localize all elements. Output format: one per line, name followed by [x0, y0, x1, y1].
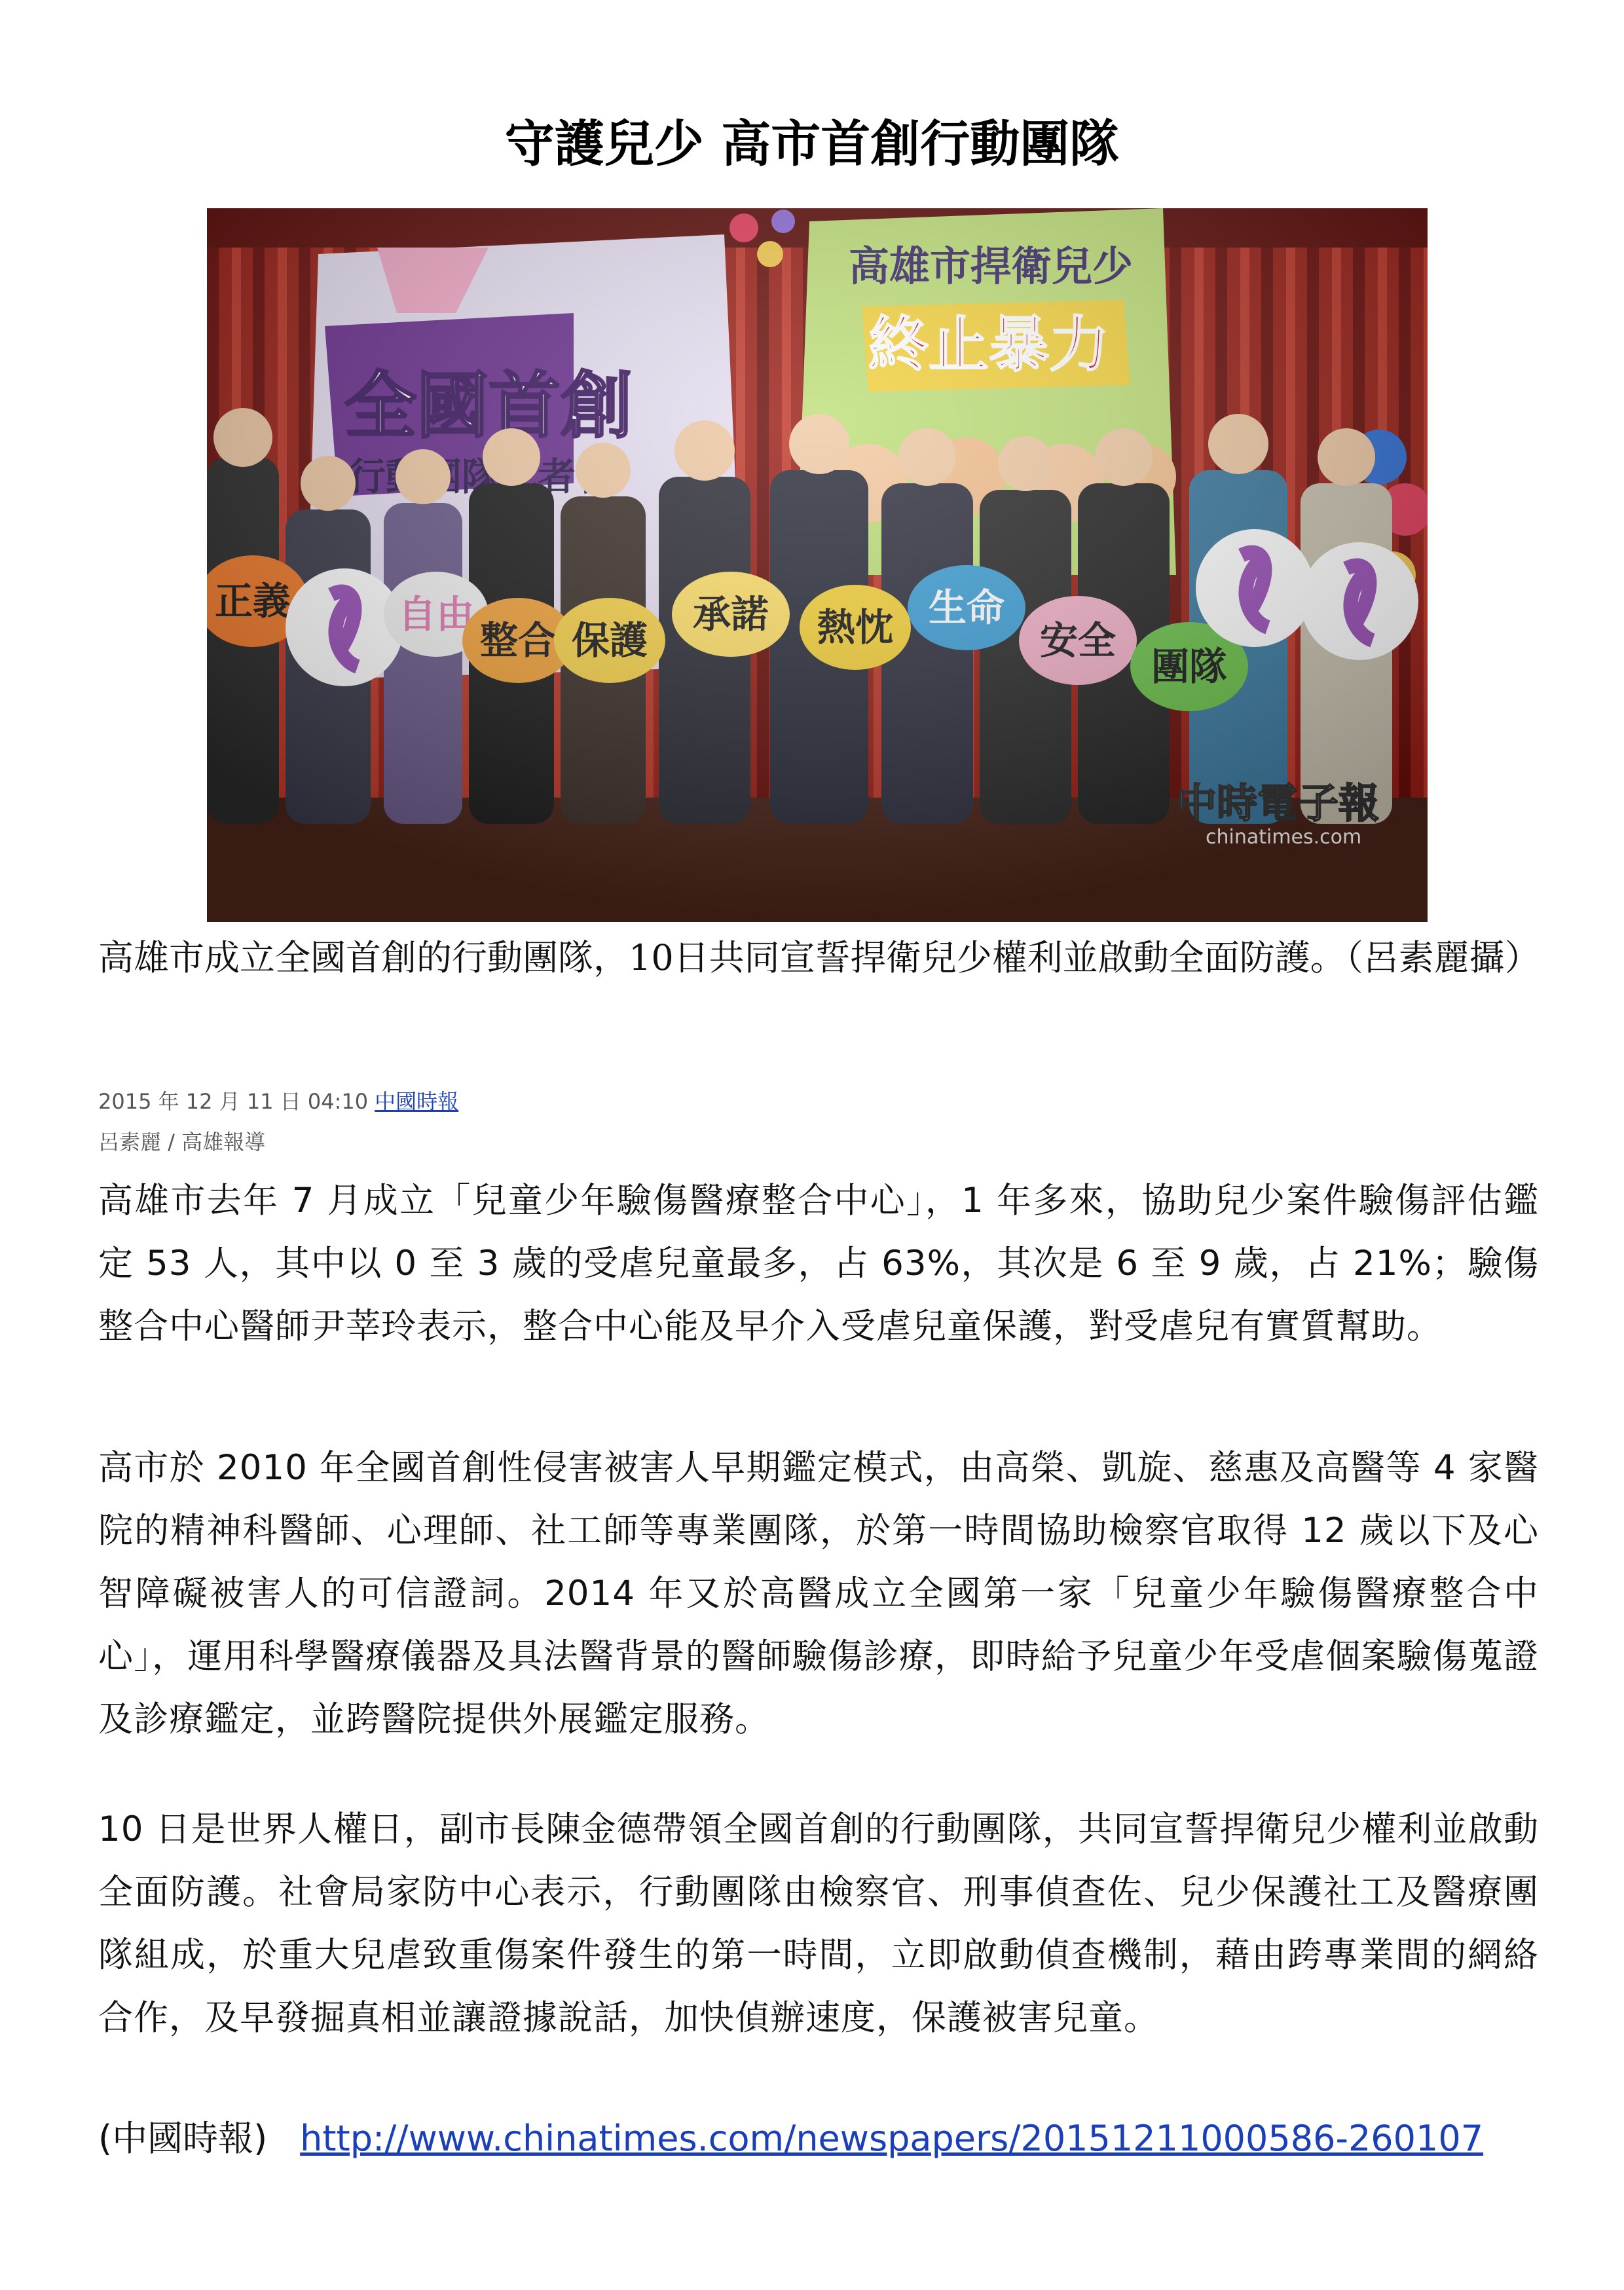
publisher-link[interactable]: 中國時報 [375, 1089, 459, 1114]
source-label: (中國時報) [98, 2118, 268, 2159]
article-title: 守護兒少 高市首創行動團隊 [504, 115, 1120, 173]
article-paragraph-2: 高市於 2010 年全國首創性侵害被害人早期鑑定模式，由高榮、凱旋、慈惠及高醫等 4 家醫院的精神科醫師、心理師、社工師等專業團隊，於第一時間協助檢察官取得 12 歲以下及心智障礙被害人的可信證詞。2014 年又於高醫成立全國第一家「兒童少年驗傷醫療整合中心」，運用科學醫療儀器及具法醫背景的醫師驗傷診療，即時給予兒童少年受虐個案驗傷蒐證及診療鑑定，並跨醫院提供外展鑑定服務。 [98, 1448, 1539, 1739]
article-byline: 呂素麗 / 高雄報導 [98, 1130, 266, 1154]
article-paragraph-3: 10 日是世界人權日，副市長陳金德帶領全國首創的行動團隊，共同宣誓捍衛兒少權利並啟動全面防護。社會局家防中心表示，行動團隊由檢察官、刑事偵查佐、兒少保護社工及醫療團隊組成，於重大兒虐致重傷案件發生的第一時間，立即啟動偵查機制，藉由跨專業間的網絡合作，及早發掘真相並讓證據說話，加快偵辦速度，保護被害兒童。 [98, 1809, 1539, 2038]
source-url-link[interactable]: http://www.chinatimes.com/newspapers/20151211000586-260107 [300, 2118, 1484, 2159]
publish-date: 2015 年 12 月 11 日 04:10 [98, 1089, 369, 1114]
photo-caption: 高雄市成立全國首創的行動團隊，10日共同宣誓捍衛兒少權利並啟動全面防護。（呂素麗攝） [98, 937, 1540, 978]
article-paragraph-1: 高雄市去年 7 月成立「兒童少年驗傷醫療整合中心」，1 年多來，協助兒少案件驗傷評估鑑定 53 人，其中以 0 至 3 歲的受虐兒童最多，占 63%，其次是 6 至 9 歲，占 21%；驗傷整合中心醫師尹莘玲表示，整合中心能及早介入受虐兒童保護，對受虐兒有實質幫助。 [98, 1181, 1539, 1346]
news-photo [207, 208, 1428, 922]
article-dateline [98, 1087, 884, 1116]
source-line [98, 2113, 1572, 2165]
